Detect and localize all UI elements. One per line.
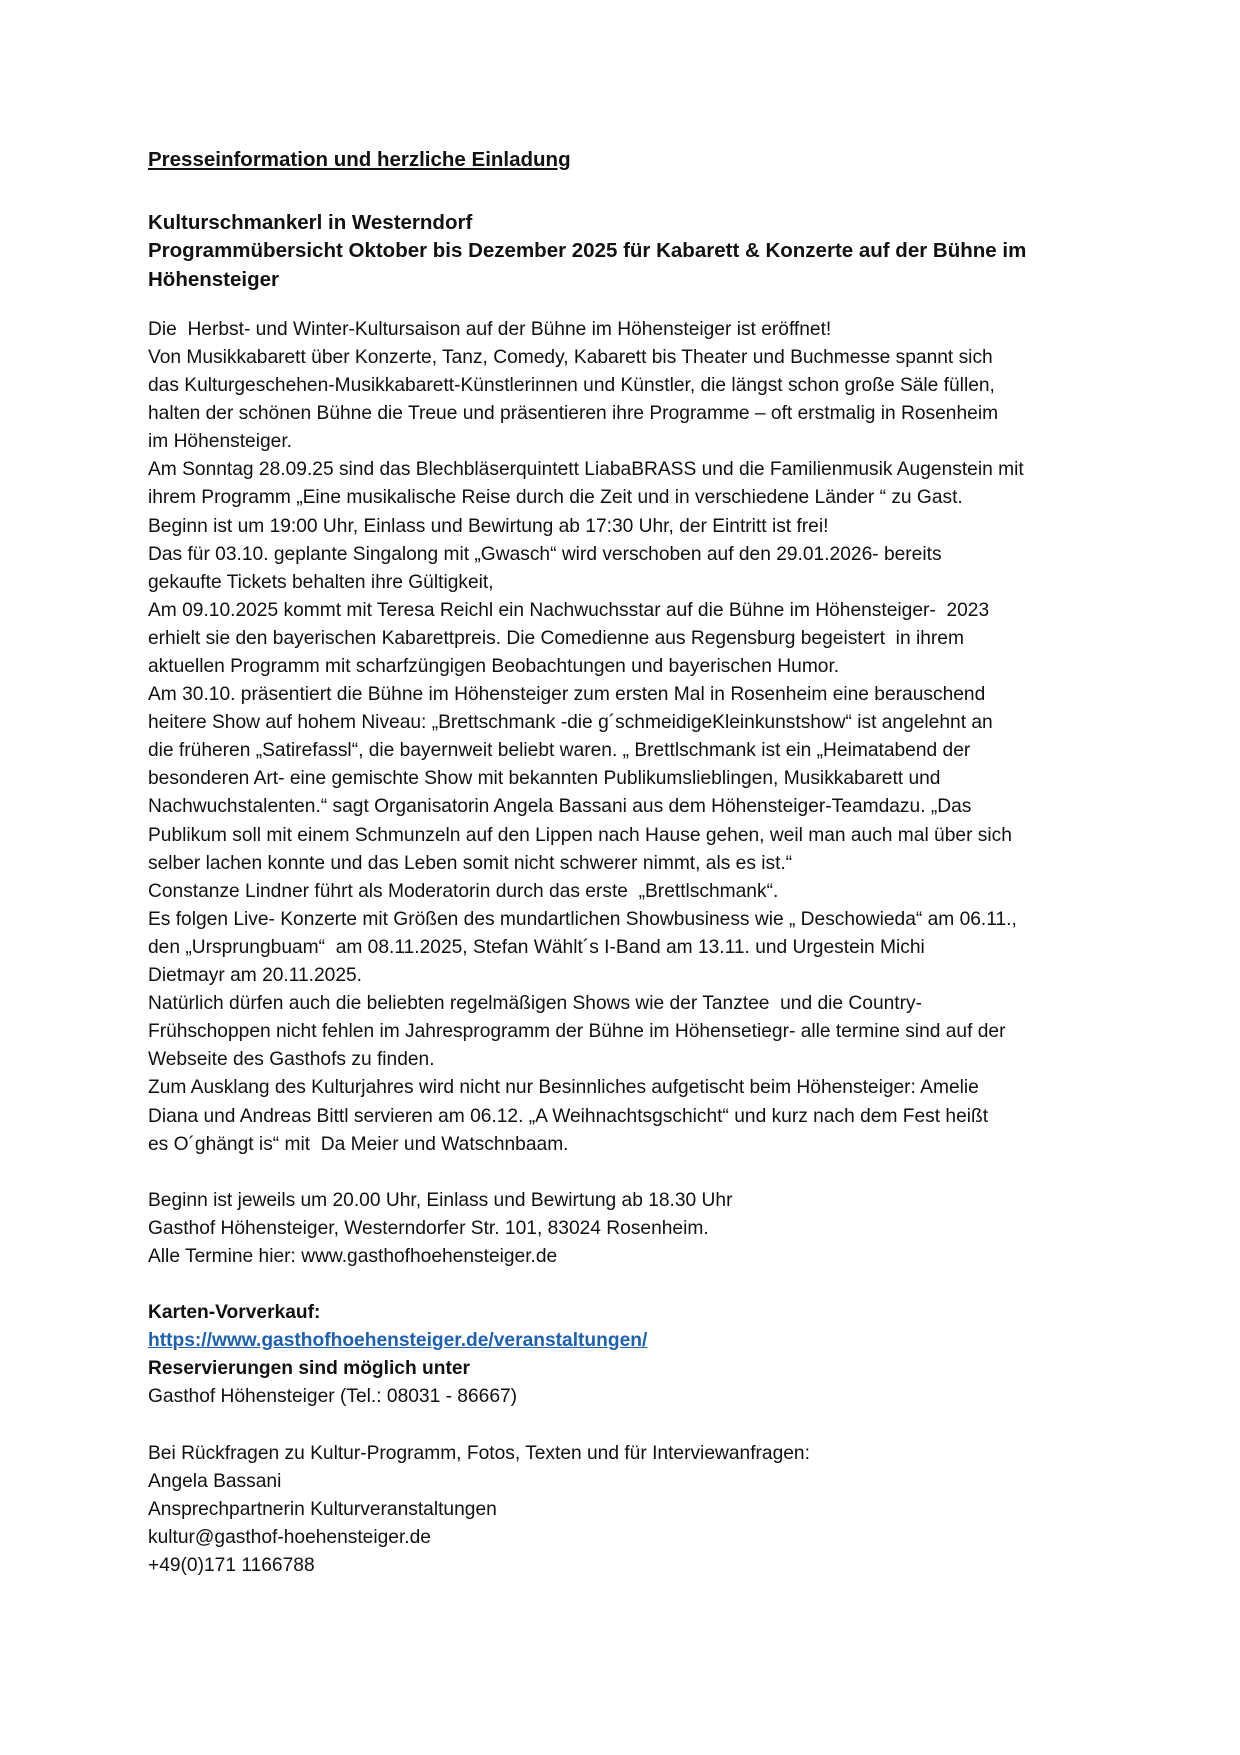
tickets-label: Karten-Vorverkauf: <box>148 1302 321 1324</box>
body-line: aktuellen Programm mit scharfzüngigen Beobachtungen und bayerischen Humor. <box>148 656 840 678</box>
body-line: Diana und Andreas Bittl servieren am 06.12. „A Weihnachtsgschicht“ und kurz nach dem Fest heißt <box>148 1105 989 1127</box>
body-line: im Höhensteiger. <box>148 431 292 453</box>
reservation-label: Reservierungen sind möglich unter <box>148 1358 470 1380</box>
spacer <box>148 195 1108 209</box>
body-line: Publikum soll mit einem Schmunzeln auf den Lippen nach Hause gehen, weil man auch mal über sich <box>148 824 1012 846</box>
body-line: Natürlich dürfen auch die beliebten regelmäßigen Shows wie der Tanztee und die Country- <box>148 993 922 1015</box>
body-line: Nachwuchstalenten.“ sagt Organisatorin Angela Bassani aus dem Höhensteiger-Teamdazu. „Das <box>148 796 972 818</box>
contact-intro: Bei Rückfragen zu Kultur-Programm, Fotos, Texten und für Interviewanfragen: <box>148 1442 810 1464</box>
body-line: Dietmayr am 20.11.2025. <box>148 965 363 987</box>
body-line: es O´ghängt is“ mit Da Meier und Watschnbaam. <box>148 1133 569 1155</box>
body-line: den „Ursprungbuam“ am 08.11.2025, Stefan Wählt´s I-Band am 13.11. und Urgestein Michi <box>148 936 925 958</box>
info-line: Gasthof Höhensteiger, Westerndorfer Str. 101, 83024 Rosenheim. <box>148 1217 709 1239</box>
tickets-section <box>148 1299 1108 1411</box>
body-line: Die Herbst- und Winter-Kultursaison auf der Bühne im Höhensteiger ist eröffnet! <box>148 318 832 340</box>
info-line: Beginn ist jeweils um 20.00 Uhr, Einlass und Bewirtung ab 18.30 Uhr <box>148 1189 733 1211</box>
spacer <box>148 294 1108 314</box>
body-line: Das für 03.10. geplante Singalong mit „Gwasch“ wird verschoben auf den 29.01.2026- bereits <box>148 543 942 565</box>
body-line: Frühschoppen nicht fehlen im Jahresprogramm der Bühne im Höhensetiegr- alle termine sind auf der <box>148 1021 1006 1043</box>
contact-role: Ansprechpartnerin Kulturveranstaltungen <box>148 1498 497 1520</box>
contact-phone: +49(0)171 1166788 <box>148 1555 315 1577</box>
body-line: Am Sonntag 28.09.25 sind das Blechbläserquintett LiabaBRASS und die Familienmusik Augenstein mit <box>148 459 1024 481</box>
info-line: Alle Termine hier: www.gasthofhoehensteiger.de <box>148 1245 558 1267</box>
contact-name: Angela Bassani <box>148 1470 282 1492</box>
document-page <box>148 146 1108 1580</box>
body-line: Constanze Lindner führt als Moderatorin durch das erste „Brettlschmank“. <box>148 880 779 902</box>
spacer <box>148 1412 1108 1440</box>
body-line: gekaufte Tickets behalten ihre Gültigkeit, <box>148 571 494 593</box>
body-line: die früheren „Satirefassl“, die bayernweit beliebt waren. „ Brettlschmank ist ein „Heimatabend der <box>148 740 971 762</box>
spacer <box>148 1271 1108 1299</box>
body-line: selber lachen konnte und das Leben somit nicht schwerer nimmt, als es ist.“ <box>148 852 793 874</box>
heading-line: Programmübersicht Oktober bis Dezember 2025 für Kabarett & Konzerte auf der Bühne im <box>148 239 1027 263</box>
body-line: das Kulturgeschehen-Musikkabarett-Künstlerinnen und Künstler, die längst schon große Säle füllen, <box>148 375 995 397</box>
heading-line: Kulturschmankerl in Westerndorf <box>148 211 473 234</box>
document-title: Presseinformation und herzliche Einladung <box>148 148 571 171</box>
body-line: Webseite des Gasthofs zu finden. <box>148 1049 435 1071</box>
body-text <box>148 316 1108 1159</box>
body-line: Zum Ausklang des Kulturjahres wird nicht nur Besinnliches aufgetischt beim Höhensteiger: Amelie <box>148 1077 979 1099</box>
heading-line: Höhensteiger <box>148 267 279 291</box>
body-line: Am 09.10.2025 kommt mit Teresa Reichl ein Nachwuchsstar auf die Bühne im Höhensteiger- 2023 <box>148 599 990 621</box>
body-line: heitere Show auf hohem Niveau: „Brettschmank -die g´schmeidigeKleinkunstshow“ ist angelehnt an <box>148 712 993 734</box>
body-line: Es folgen Live- Konzerte mit Größen des mundartlichen Showbusiness wie „ Deschowieda“ am 06.11., <box>148 908 1017 930</box>
body-line: Beginn ist um 19:00 Uhr, Einlass und Bewirtung ab 17:30 Uhr, der Eintritt ist frei! <box>148 515 829 537</box>
body-line: ihrem Programm „Eine musikalische Reise durch die Zeit und in verschiedene Länder “ zu Gast. <box>148 487 963 509</box>
spacer <box>148 1159 1108 1187</box>
heading-block <box>148 209 1108 294</box>
reservation-contact: Gasthof Höhensteiger (Tel.: 08031 - 86667) <box>148 1386 518 1408</box>
contact-section <box>148 1440 1108 1580</box>
body-line: Von Musikkabarett über Konzerte, Tanz, Comedy, Kabarett bis Theater und Buchmesse spannt sich <box>148 346 993 368</box>
contact-email: kultur@gasthof-hoehensteiger.de <box>148 1526 431 1548</box>
body-line: besonderen Art- eine gemischte Show mit bekannten Publikumslieblingen, Musikkabarett und <box>148 768 941 790</box>
tickets-link[interactable]: https://www.gasthofhoehensteiger.de/veranstaltungen/ <box>148 1330 648 1352</box>
event-info <box>148 1187 1108 1271</box>
body-line: erhielt sie den bayerischen Kabarettpreis. Die Comedienne aus Regensburg begeistert in ihrem <box>148 627 964 649</box>
spacer <box>148 174 1108 195</box>
body-line: halten der schönen Bühne die Treue und präsentieren ihre Programme – oft erstmalig in Rosenheim <box>148 403 999 425</box>
body-line: Am 30.10. präsentiert die Bühne im Höhensteiger zum ersten Mal in Rosenheim eine berauschend <box>148 684 986 706</box>
